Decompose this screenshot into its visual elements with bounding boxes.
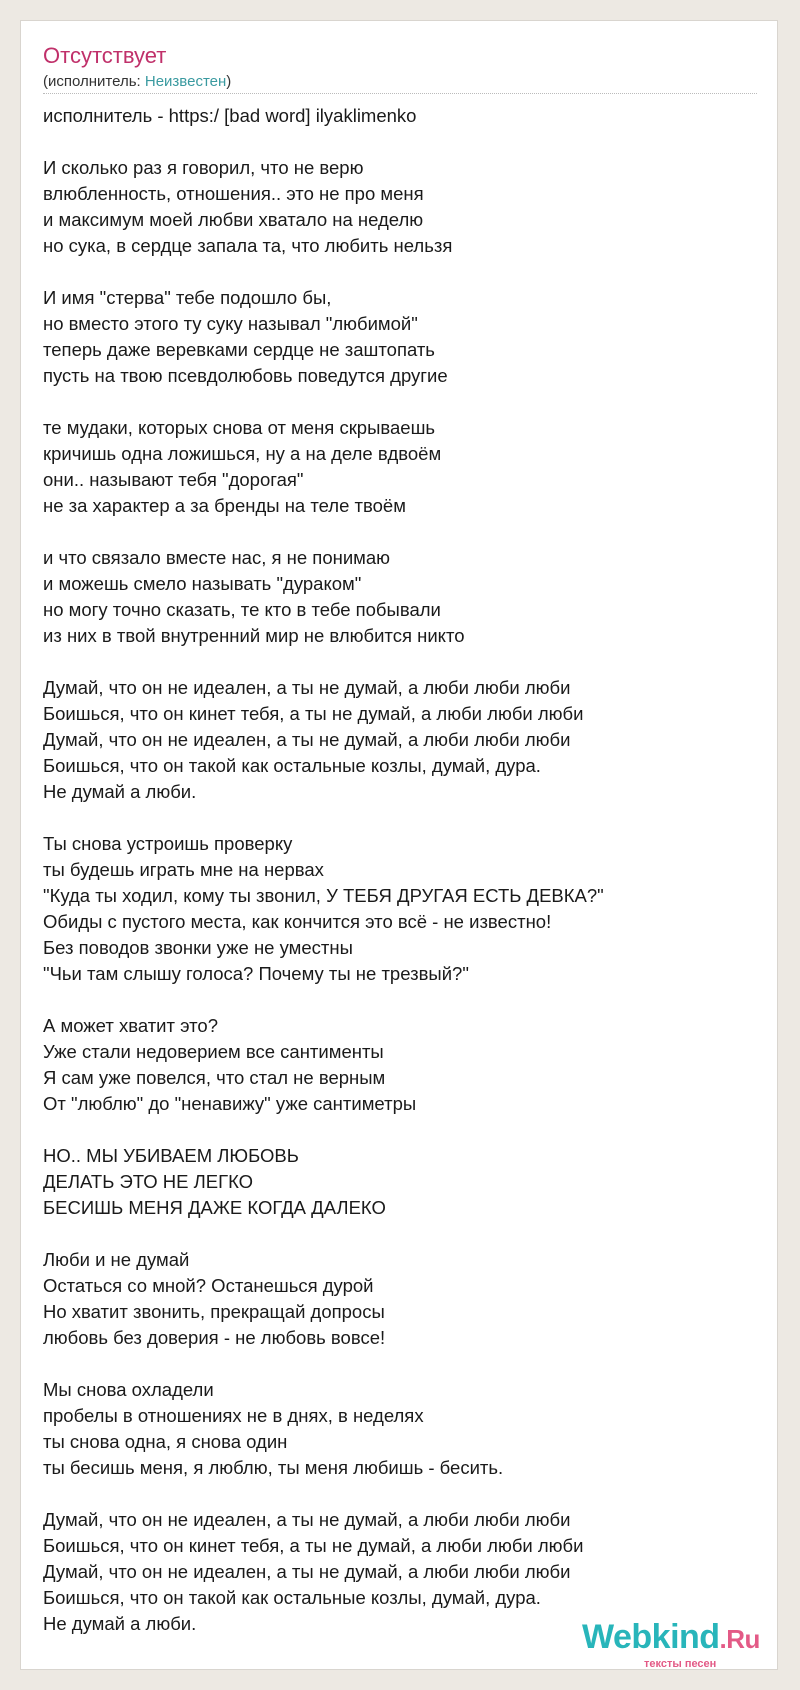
- lyrics-line: БЕСИШЬ МЕНЯ ДАЖЕ КОГДА ДАЛЕКО: [43, 1197, 386, 1218]
- lyrics-line: Уже стали недоверием все сантименты: [43, 1041, 384, 1062]
- lyrics-line: ДЕЛАТЬ ЭТО НЕ ЛЕГКО: [43, 1171, 254, 1192]
- lyrics-line: Не думай а люби.: [43, 1613, 197, 1634]
- song-title: Отсутствует: [43, 43, 167, 68]
- lyrics-line: Без поводов звонки уже не уместны: [43, 937, 353, 958]
- lyrics-line: пусть на твою псевдолюбовь поведутся другие: [43, 365, 448, 386]
- webkind-logo[interactable]: [582, 1618, 782, 1678]
- lyrics-line: Думай, что он не идеален, а ты не думай, а люби люби люби: [43, 1561, 571, 1582]
- lyrics-line: кричишь одна ложишься, ну а на деле вдвоём: [43, 443, 442, 464]
- lyrics-line: Остаться со мной? Останешься дурой: [43, 1275, 374, 1296]
- logo-wordmark: [582, 1618, 760, 1657]
- lyrics-line: Боишься, что он кинет тебя, а ты не думай, а люби люби люби: [43, 703, 584, 724]
- lyrics-line: НО.. МЫ УБИВАЕМ ЛЮБОВЬ: [43, 1145, 299, 1166]
- lyrics-blank-line: [43, 129, 763, 155]
- lyrics-line: Боишься, что он такой как остальные козлы, думай, дура.: [43, 755, 541, 776]
- lyrics-line: Думай, что он не идеален, а ты не думай, а люби люби люби: [43, 1509, 571, 1530]
- lyrics-blank-line: [43, 1351, 763, 1377]
- lyrics-line: Обиды с пустого места, как кончится это всё - не известно!: [43, 911, 552, 932]
- lyrics-line: и можешь смело называть "дураком": [43, 573, 362, 594]
- lyrics-blank-line: [43, 1221, 763, 1247]
- lyrics-line: Ты снова устроишь проверку: [43, 833, 293, 854]
- lyrics-line: те мудаки, которых снова от меня скрываешь: [43, 417, 436, 438]
- lyrics-blank-line: [43, 805, 763, 831]
- lyrics-blank-line: [43, 649, 763, 675]
- lyrics-line: Но хватит звонить, прекращай допросы: [43, 1301, 385, 1322]
- lyrics-line: И сколько раз я говорил, что не верю: [43, 157, 364, 178]
- artist-link[interactable]: Неизвестен: [144, 73, 227, 90]
- artist-line: [43, 73, 231, 90]
- lyrics-line: "Чьи там слышу голоса? Почему ты не трезвый?": [43, 963, 469, 984]
- lyrics-blank-line: [43, 987, 763, 1013]
- lyrics-blank-line: [43, 519, 763, 545]
- lyrics-line: теперь даже веревками сердце не заштопать: [43, 339, 435, 360]
- lyrics-line: но вместо этого ту суку называл "любимой": [43, 313, 418, 334]
- lyrics-line: пробелы в отношениях не в днях, в неделях: [43, 1405, 424, 1426]
- lyrics-line: исполнитель - https:/ [bad word] ilyaklimenko: [43, 105, 417, 126]
- lyrics-line: из них в твой внутренний мир не влюбится никто: [43, 625, 465, 646]
- lyrics-blank-line: [43, 259, 763, 285]
- lyrics-line: И имя "стерва" тебе подошло бы,: [43, 287, 332, 308]
- lyrics-line: ты снова одна, я снова один: [43, 1431, 288, 1452]
- lyrics-card: [20, 20, 778, 1670]
- lyrics-blank-line: [43, 1481, 763, 1507]
- lyrics-line: А может хватит это?: [43, 1015, 218, 1036]
- lyrics-line: Люби и не думай: [43, 1249, 190, 1270]
- lyrics-line: Боишься, что он такой как остальные козлы, думай, дура.: [43, 1587, 541, 1608]
- lyrics-line: любовь без доверия - не любовь вовсе!: [43, 1327, 386, 1348]
- lyrics-blank-line: [43, 1117, 763, 1143]
- lyrics-line: Думай, что он не идеален, а ты не думай, а люби люби люби: [43, 677, 571, 698]
- lyrics-line: влюбленность, отношения.. это не про меня: [43, 183, 424, 204]
- logo-tagline: тексты песен: [644, 1658, 717, 1670]
- lyrics-text: [43, 103, 763, 1637]
- lyrics-line: не за характер а за бренды на теле твоём: [43, 495, 406, 516]
- lyrics-line: но сука, в сердце запала та, что любить нельзя: [43, 235, 453, 256]
- lyrics-line: и что связало вместе нас, я не понимаю: [43, 547, 391, 568]
- lyrics-line: Не думай а люби.: [43, 781, 197, 802]
- lyrics-line: Думай, что он не идеален, а ты не думай, а люби люби люби: [43, 729, 571, 750]
- lyrics-line: От "люблю" до "ненавижу" уже сантиметры: [43, 1093, 417, 1114]
- lyrics-line: и максимум моей любви хватало на неделю: [43, 209, 424, 230]
- logo-main-text: Webkind: [582, 1618, 720, 1656]
- lyrics-line: они.. называют тебя "дорогая": [43, 469, 304, 490]
- logo-tld: .Ru: [719, 1624, 760, 1654]
- lyrics-line: Мы снова охладели: [43, 1379, 214, 1400]
- lyrics-line: но могу точно сказать, те кто в тебе побывали: [43, 599, 441, 620]
- lyrics-line: "Куда ты ходил, кому ты звонил, У ТЕБЯ ДРУГАЯ ЕСТЬ ДЕВКА?": [43, 885, 604, 906]
- divider: [43, 93, 757, 94]
- lyrics-line: ты бесишь меня, я люблю, ты меня любишь - бесить.: [43, 1457, 504, 1478]
- artist-prefix: (исполнитель:: [43, 73, 145, 90]
- lyrics-line: ты будешь играть мне на нервах: [43, 859, 324, 880]
- lyrics-line: Я сам уже повелся, что стал не верным: [43, 1067, 386, 1088]
- lyrics-line: Боишься, что он кинет тебя, а ты не думай, а люби люби люби: [43, 1535, 584, 1556]
- lyrics-blank-line: [43, 389, 763, 415]
- artist-suffix: ): [226, 73, 232, 90]
